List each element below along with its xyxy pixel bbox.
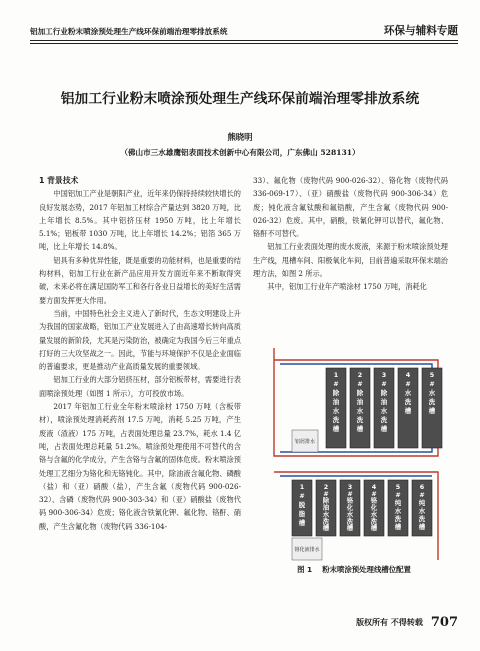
tank-label-char: 油 <box>332 398 340 406</box>
tank-label-char: 槽 <box>380 425 388 433</box>
tank-label-char: 油 <box>380 398 388 406</box>
tank-label-char: 洗 <box>370 517 378 526</box>
tank-label-char: # <box>299 492 305 500</box>
tank-label-char: # <box>405 380 411 388</box>
tank-label-char: 槽 <box>346 524 354 533</box>
top-side-labels <box>292 430 318 452</box>
tank-label-char: 槽 <box>394 523 402 531</box>
tank-label-char: 水 <box>332 407 340 415</box>
tank-label-char: # <box>395 491 401 499</box>
tank-label-char: 油 <box>356 398 364 406</box>
paragraph: 其中，铝加工行业年产喷涂材 1750 万吨，消耗化 <box>267 282 427 292</box>
tank-label-char: # <box>323 489 329 498</box>
tank-label-char: 纯 <box>418 499 426 507</box>
tank-label-char: 槽 <box>428 407 436 415</box>
tank-label-char: 纯 <box>394 499 402 507</box>
tank-label-char: 槽 <box>418 523 426 531</box>
tank-label-char: 洗 <box>428 398 436 406</box>
page-footer <box>356 612 458 631</box>
tank-label-char: 槽 <box>356 425 364 433</box>
figure-caption <box>256 564 452 575</box>
tank-label-char: 2 <box>357 371 363 379</box>
article-author: 熊晓明 <box>227 132 253 142</box>
tank-label-char: 洗 <box>380 416 388 424</box>
tank-label-char: 槽 <box>332 425 340 433</box>
tank-label-char: # <box>371 489 377 498</box>
article-affiliation: （佛山市三水雄鹰铝表面技术创新中心有限公司，广东佛山 528131） <box>120 148 360 157</box>
tank-label-char: 洗 <box>404 398 412 406</box>
section-heading: 1 背景技术 <box>39 176 79 185</box>
tank-label-char: 1 <box>299 483 305 491</box>
paragraph: 当前，中国特色社会主义进入了新时代，生态文明建设上升为我国的国家战略，铝加工产业发展进入了由高速增长转向高质量发展的新阶段，尤其是污染防治，被确定为我国今后三年重点打好的三大攻坚战之一。因此，节能与环境保护不仅是企业面临的普遍要求，更是推动产业高质量发展的重要领域。 <box>39 308 241 372</box>
tank-label-char: 化 <box>346 503 354 512</box>
tank-label-char: 脱 <box>298 501 306 509</box>
tank-label-char: 4 <box>371 483 377 491</box>
tank-label-char: 槽 <box>404 407 412 415</box>
tank-label-char: 除 <box>356 389 364 397</box>
tank-label-char: 脂 <box>298 510 306 518</box>
tank-label-char: 洗 <box>394 515 402 523</box>
tank-label-char: 水 <box>418 507 426 515</box>
running-header-title: 铝加工行业粉末喷涂预处理生产线环保前端治理零排放系统 <box>30 27 228 36</box>
tank-label-char: 2 <box>323 483 329 491</box>
tank-label-char: 洗 <box>322 517 330 526</box>
paragraph: 铝具有多种优异性能，既是重要的功能材料，也是重要的结构材料，铝加工行业在新产品应用开发方面近年来不断取得突破，未来必将在满足国防军工和各行各业日益增长的美好生活需要方面发挥更大作用。 <box>39 255 241 305</box>
tank-label-char: 水 <box>380 407 388 415</box>
tank-label-char: 洗 <box>356 416 364 424</box>
tank-label-char: 除 <box>332 389 340 397</box>
tank-label-char: 油 <box>322 503 330 512</box>
tank-label-char: 槽 <box>322 524 330 533</box>
tank-label-char: 3 <box>381 371 387 379</box>
tank-label-char: 除 <box>322 496 330 505</box>
tank-label-char: 水 <box>346 510 354 519</box>
figure-caption-number: 图 1 <box>297 565 313 574</box>
tank-label-char: 槽 <box>298 519 306 527</box>
tank-label-char: 4 <box>405 371 411 379</box>
tank-label-char: 洗 <box>346 517 354 526</box>
side-label: 铬化液排水 <box>294 547 320 553</box>
side-label: 铝屑排水 <box>294 439 316 445</box>
copyright-notice: 版权所有 不得转载 <box>356 617 423 627</box>
bottom-tank-row <box>292 480 432 536</box>
figure-tank-layout <box>266 338 446 568</box>
tank-label-char: 水 <box>370 510 378 519</box>
paragraph: 铝加工行业的大部分铝挤压材，部分铝板带材，需要进行表面喷涂预处理（如图 1 所示），方可投放市场。 <box>39 375 241 398</box>
paragraph: 铝加工行业表面处理的废水废液，来源于粉末喷涂预处理生产线，甩槽车间、阳极氧化车间，目前普遍采取环保末端治理方法，如图 2 所示。 <box>253 242 448 279</box>
tank-label-char: 水 <box>356 407 364 415</box>
top-tank-row <box>326 368 442 448</box>
tank-label-char: 5 <box>429 371 435 379</box>
right-column <box>253 174 448 294</box>
paragraph: 33）、氟化物（废物代码 900-026-32）、铬化物（废物代码 336-069-17）、（亚）硝酸盐（废物代码 900-306-34）危废；钝化液含氟钛酸和氟锆酸，产生含氟（废物代码 900-026-32）危废。其中，硝酸，铁氰化钾可以替代，氟化物、铬酐不可替代。 <box>253 176 448 239</box>
tank-label-char: 水 <box>428 389 436 397</box>
tank-label-char: 1 <box>333 371 339 379</box>
tank-label-char: # <box>381 380 387 388</box>
running-header <box>30 22 458 44</box>
bottom-side-labels <box>292 538 322 560</box>
left-column <box>39 174 241 533</box>
article-title: 铝加工行业粉末喷涂预处理生产线环保前端治理零排放系统 <box>60 91 420 107</box>
tank-label-char: 洗 <box>332 416 340 424</box>
tank-diagram <box>266 338 446 568</box>
tank-label-char: # <box>333 380 339 388</box>
tank-label-char: 水 <box>394 507 402 515</box>
header-rule-thin <box>30 43 458 44</box>
tank-label-char: 槽 <box>370 524 378 533</box>
tank-label-char: 水 <box>404 389 412 397</box>
tank-label-char: 洗 <box>418 515 426 523</box>
tank-label-char: 水 <box>322 510 330 519</box>
paragraph: 中国铝加工产业是朝阳产业，近年来仍保持持续较快增长的良好发展态势，2017 年铝加工材综合产量达到 3820 万吨，比上年增长 8.5%。其中铝挤压材 1950 万吨，比上年增长 5.1%；铝板带 1030 万吨，比上年增长 14.2%；铝箔 365 万吨，比上年增长 14.8%。 <box>39 189 241 252</box>
tank-label-char: # <box>357 380 363 388</box>
tank-label-char: 化 <box>370 503 378 512</box>
tank-label-char: # <box>347 489 353 498</box>
tank-label-char: 5 <box>395 483 401 491</box>
tank-label-char: 6 <box>419 483 425 491</box>
running-header-section: 环保与辅料专题 <box>383 25 458 37</box>
tank-label-char: # <box>429 380 435 388</box>
tank-label-char: # <box>419 491 425 499</box>
tank-label-char: 铬 <box>370 496 378 505</box>
tank-label-char: 除 <box>380 389 388 397</box>
figure-caption-text: 粉末喷涂预处理线槽位配置 <box>322 565 411 574</box>
page-number: 707 <box>430 615 458 630</box>
tank-label-char: 铬 <box>346 496 354 505</box>
header-rule <box>30 40 458 41</box>
paragraph: 2017 年铝加工行业全年粉末喷涂材 1750 万吨（含板带材），喷涂预处理消耗药剂 17.5 万吨，消耗 5.25 万吨，产生废液（渣液）175 万吨，占表面处理总量 23.7%，耗水 1.4 亿吨，占表面处理总耗量 51.2%。喷涂预处理使用不可替代的含铬与含氟的化学成分，产生含铬与含氟的固体危废。粉末喷涂预处理工艺细分为铬化和无铬钝化。其中，除油液含氟化物、磷酸（盐）和（亚）硝酸（盐），产生含氟（废物代码 900-026-32）、含磷（废物代码 900-303-34）和（亚）硝酸盐（废物代码 900-306-34）危废；铬化液含铁氰化钾、氟化物、铬酐、硝酸，产生含氟化物（废物代码 336-104- <box>39 402 241 531</box>
tank-label-char: 3 <box>347 483 353 491</box>
